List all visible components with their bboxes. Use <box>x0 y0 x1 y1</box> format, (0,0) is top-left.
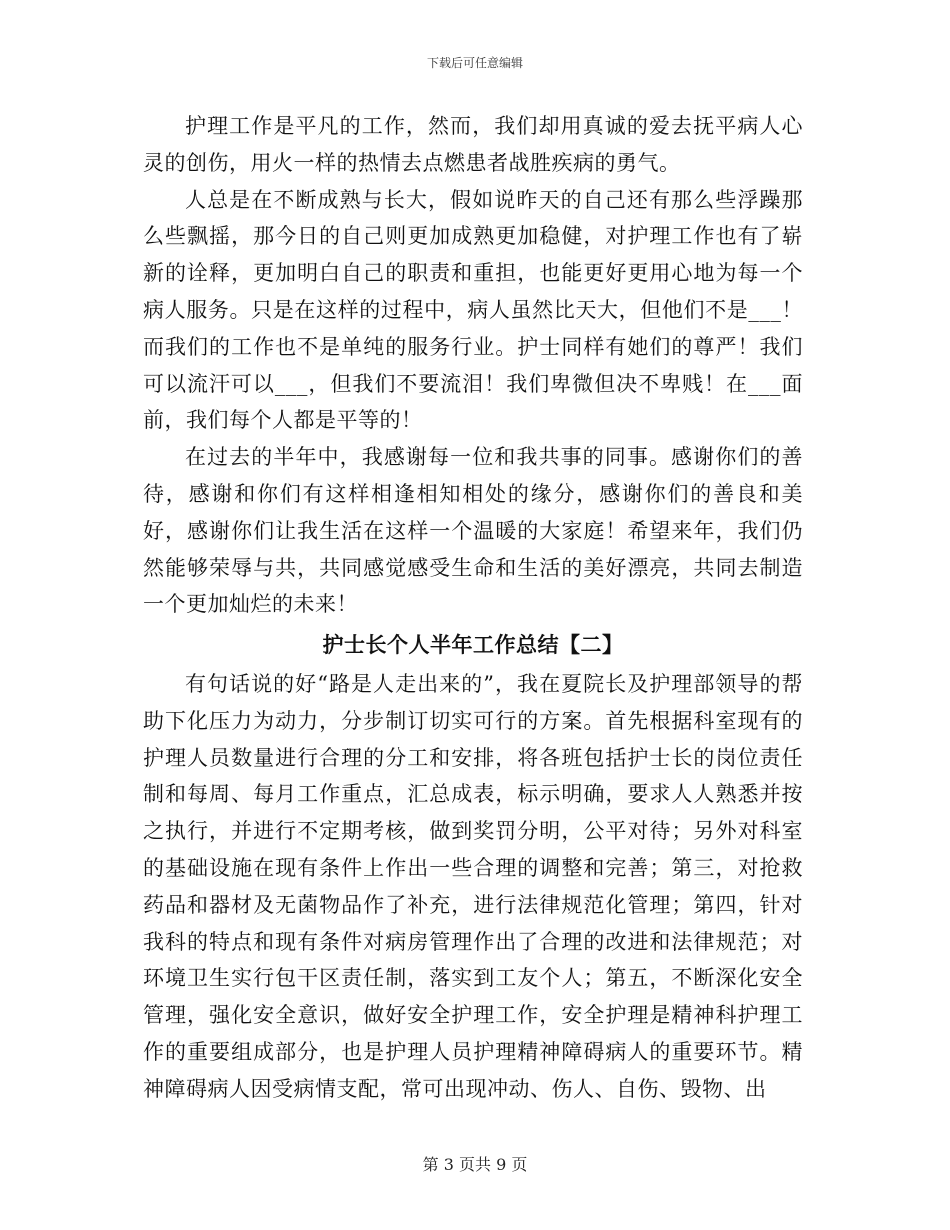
body-paragraph-1: 护理工作是平凡的工作，然而，我们却用真诚的爱去抚平病人心灵的创伤，用火一样的热情去点燃患者战胜疾病的勇气。 <box>143 114 803 175</box>
header-note: 下载后可任意编辑 <box>426 56 523 70</box>
body-paragraph-2: 人总是在不断成熟与长大，假如说昨天的自己还有那么些浮躁那么些飘摇，那今日的自己则更加成熟更加稳健，对护理工作也有了崭新的诠释，更加明白自己的职责和重担，也能更好更用心地为每一个病人服务。只是在这样的过程中，病人虽然比天大，但他们不是___！而我们的工作也不是单纯的服务行业。护士同样有她们的尊严！我们可以流汗可以___，但我们不要流泪！我们卑微但决不卑贱！在___面前，我们每个人都是平等的！ <box>143 187 803 433</box>
section-title: 护士长个人半年工作总结【二】 <box>322 632 624 658</box>
section-paragraph: 有句话说的好“路是人走出来的”，我在夏院长及护理部领导的帮助下化压力为动力，分步制订切实可行的方案。首先根据科室现有的护理人员数量进行合理的分工和安排，将各班包括护士长的岗位责任制和每周、每月工作重点，汇总成表，标示明确，要求人人熟悉并按之执行，并进行不定期考核，做到奖罚分明，公平对待；另外对科室的基础设施在现有条件上作出一些合理的调整和完善；第三，对抢救药品和器材及无菌物品作了补充，进行法律规范化管理；第四，针对我科的特点和现有条件对病房管理作出了合理的改进和法律规范；对环境卫生实行包干区责任制，落实到工友个人；第五，不断深化安全管理，强化安全意识，做好安全护理工作，安全护理是精神科护理工作的重要组成部分，也是护理人员护理精神障碍病人的重要环节。精神障碍病人因受病情支配，常可出现冲动、伤人、自伤、毁物、出 <box>143 671 803 1101</box>
body-paragraph-3: 在过去的半年中，我感谢每一位和我共事的同事。感谢你们的善待，感谢和你们有这样相逢相知相处的缘分，感谢你们的善良和美好，感谢你们让我生活在这样一个温暖的大家庭！希望来年，我们仍然能够荣辱与共，共同感觉感受生命和生活的美好漂亮，共同去制造一个更加灿烂的未来！ <box>143 445 803 617</box>
document-body <box>143 108 803 1108</box>
page-number-footer: 第 3 页共 9 页 <box>422 1155 528 1174</box>
